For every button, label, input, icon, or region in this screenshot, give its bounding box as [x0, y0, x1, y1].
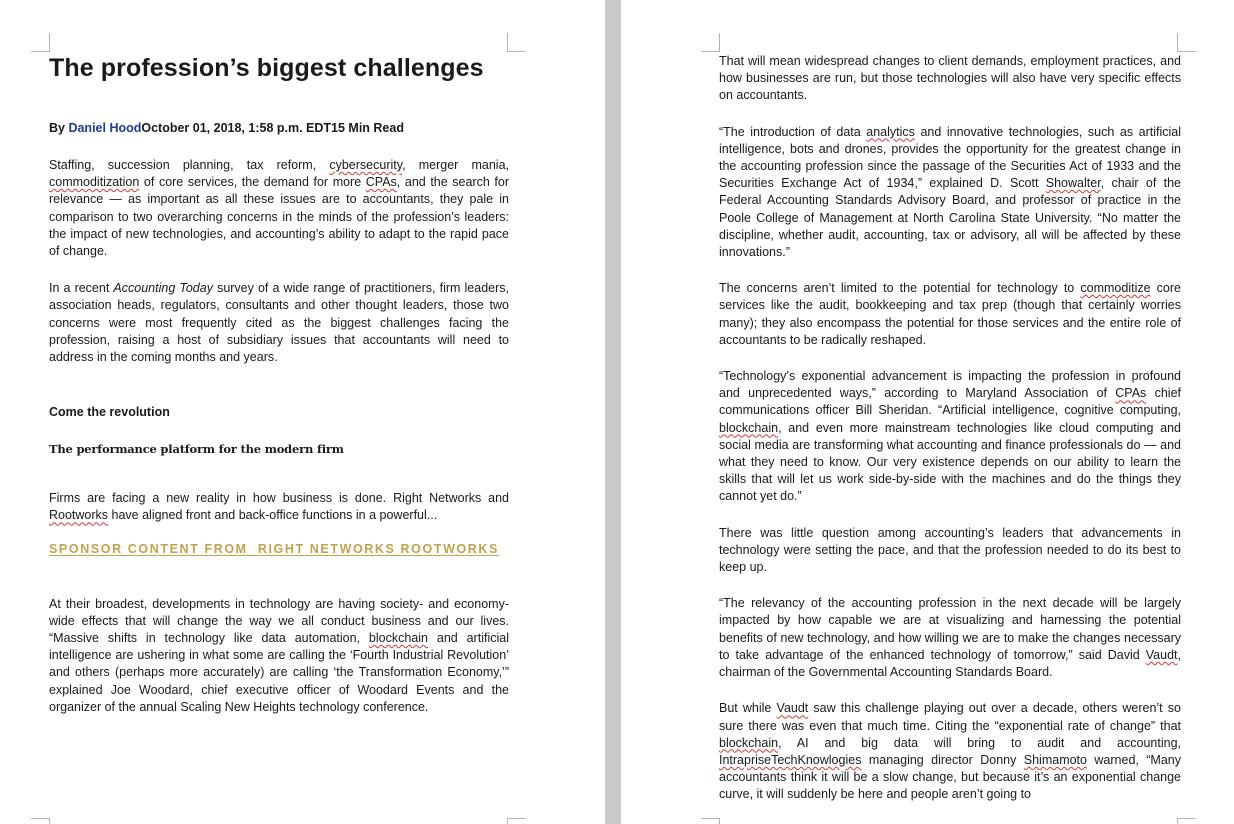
- paragraph: “Technology’s exponential advancement is impacting the profession in profound and unprecedented ways,” according to Maryland Association of CPAs chief communications officer Bill Sheridan. “Artificial intelligence, cognitive computing, blockchain, and even more mainstream technologies like cloud computing and social media are transforming what accounting and finance professionals do — and what they need to know. Our very existence depends on our ability to learn the skills that will let us work side-by-side with the machines and do the things they cannot yet do.”: [719, 369, 1181, 504]
- article-title: The profession’s biggest challenges: [49, 54, 484, 82]
- paragraph: “The introduction of data analytics and innovative technologies, such as artificial intelligence, bots and drones, provides the opportunity for the greatest change in the accounting profession since the passage of the Securities Act of 1933 and the Securities Exchange Act of 1934,” explained D. Scott Showalter, chair of the Federal Accounting Standards Advisory Board, and professor of practice in the Poole College of Management at North Carolina State University. “No matter the discipline, whether audit, accounting, tax or advisory, all will be affected by these innovations.”: [719, 124, 1181, 260]
- spellcheck-word: commoditize: [1080, 281, 1151, 296]
- crop-mark: [701, 818, 720, 824]
- spellcheck-word: CPAs: [1115, 386, 1147, 401]
- crop-mark: [31, 33, 50, 52]
- byline-prefix: By: [49, 121, 69, 135]
- spellcheck-word: Vaudt: [776, 701, 809, 716]
- crop-mark: [507, 818, 526, 824]
- crop-mark: [1177, 818, 1196, 824]
- byline-meta: October 01, 2018, 1:58 p.m. EDT15 Min Read: [141, 121, 404, 135]
- paragraph: Staffing, succession planning, tax reform, cybersecurity, merger mania, commoditization of core services, the demand for more CPAs, and the search for relevance — as important as all these issues are to accountants, they pale in comparison to two overarching concerns in the minds of the profession’s leaders: the impact of new technologies, and accounting’s ability to adapt to the rapid pace of change.: [49, 158, 509, 259]
- spellcheck-word: blockchain: [368, 631, 428, 646]
- crop-mark: [31, 818, 50, 824]
- author-link[interactable]: Daniel Hood: [68, 121, 142, 135]
- spellcheck-word: Vaudt: [1145, 647, 1178, 662]
- page-separator: [605, 0, 621, 824]
- document-page-left: [0, 0, 605, 824]
- byline: [49, 120, 509, 137]
- sponsor-content-link[interactable]: SPONSOR CONTENT FROM RIGHT NETWORKS ROOTWORKS: [49, 541, 499, 556]
- paragraph: That will mean widespread changes to client demands, employment practices, and how businesses are run, but those technologies will also have very specific effects on accountants.: [719, 54, 1181, 103]
- publication-name: Accounting Today: [113, 281, 213, 296]
- promo-body: Firms are facing a new reality in how business is done. Right Networks and Rootworks have aligned front and back-office functions in a powerful...: [49, 491, 509, 523]
- spellcheck-word: blockchain: [719, 735, 779, 750]
- paragraph: “The relevancy of the accounting profession in the next decade will be largely impacted by how capable we are at visualizing and harnessing the potential benefits of new technology, and how willing we are to make the changes necessary to take advantage of the enhanced technology of tomorrow,” said David Vaudt, chairman of the Governmental Accounting Standards Board.: [719, 596, 1181, 680]
- paragraph: The concerns aren’t limited to the potential for technology to commoditize core services like the audit, bookkeeping and tax prep (though that certainly worries many); they also encompass the potential for those services and the entire role of accountants to be radically reshaped.: [719, 281, 1181, 347]
- spellcheck-word: Shimamoto: [1023, 752, 1087, 767]
- paragraph: There was little question among accounting’s leaders that advancements in technology were setting the pace, and that the profession needed to do its best to keep up.: [719, 525, 1181, 575]
- promo-heading[interactable]: The performance platform for the modern firm: [49, 442, 344, 457]
- crop-mark: [507, 33, 526, 52]
- spellcheck-word: Rootworks: [49, 508, 109, 523]
- left-text-column: [49, 52, 509, 716]
- right-text-column: [719, 53, 1181, 804]
- section-heading: Come the revolution: [49, 405, 170, 420]
- crop-mark: [1177, 33, 1196, 52]
- document-page-right: [621, 0, 1234, 824]
- paragraph: But while Vaudt saw this challenge playing out over a decade, others weren’t so sure there was even that much time. Citing the “exponential rate of change” that blockchain, AI and big data will bring to audit and accounting, IntrapriseTechKnowlogies managing director Donny Shimamoto warned, “Many accountants think it will be a slow change, but because it’s an exponential change curve, it will suddenly be here and people aren’t going to: [719, 701, 1181, 802]
- spellcheck-word: Showalter: [1045, 176, 1101, 191]
- spellcheck-word: commoditization: [49, 175, 140, 190]
- spellcheck-word: analytics: [866, 124, 915, 139]
- spellcheck-word: CPAs: [365, 175, 397, 190]
- paragraph: At their broadest, developments in technology are having society- and economy-wide effects that will change the way we all conduct business and our lives. “Massive shifts in technology like data automation, blockchain and artificial intelligence are ushering in what some are calling the ‘Fourth Industrial Revolution’ and others (perhaps more accurately) are calling ‘the Transformation Economy,’” explained Joe Woodard, chief executive officer of Woodard Events and the organizer of the annual Scaling New Heights technology conference.: [49, 596, 509, 714]
- spellcheck-word: cybersecurity: [329, 158, 403, 172]
- spellcheck-word: blockchain: [719, 420, 779, 435]
- paragraph: In a recent Accounting Today survey of a wide range of practitioners, firm leaders, association heads, regulators, consultants and other thought leaders, those two concerns were most frequently cited as the biggest challenges facing the profession, raising a host of subsidiary issues that accountants will need to address in the coming months and years.: [49, 281, 509, 365]
- spellcheck-word: IntrapriseTechKnowlogies: [719, 752, 862, 767]
- crop-mark: [701, 33, 720, 52]
